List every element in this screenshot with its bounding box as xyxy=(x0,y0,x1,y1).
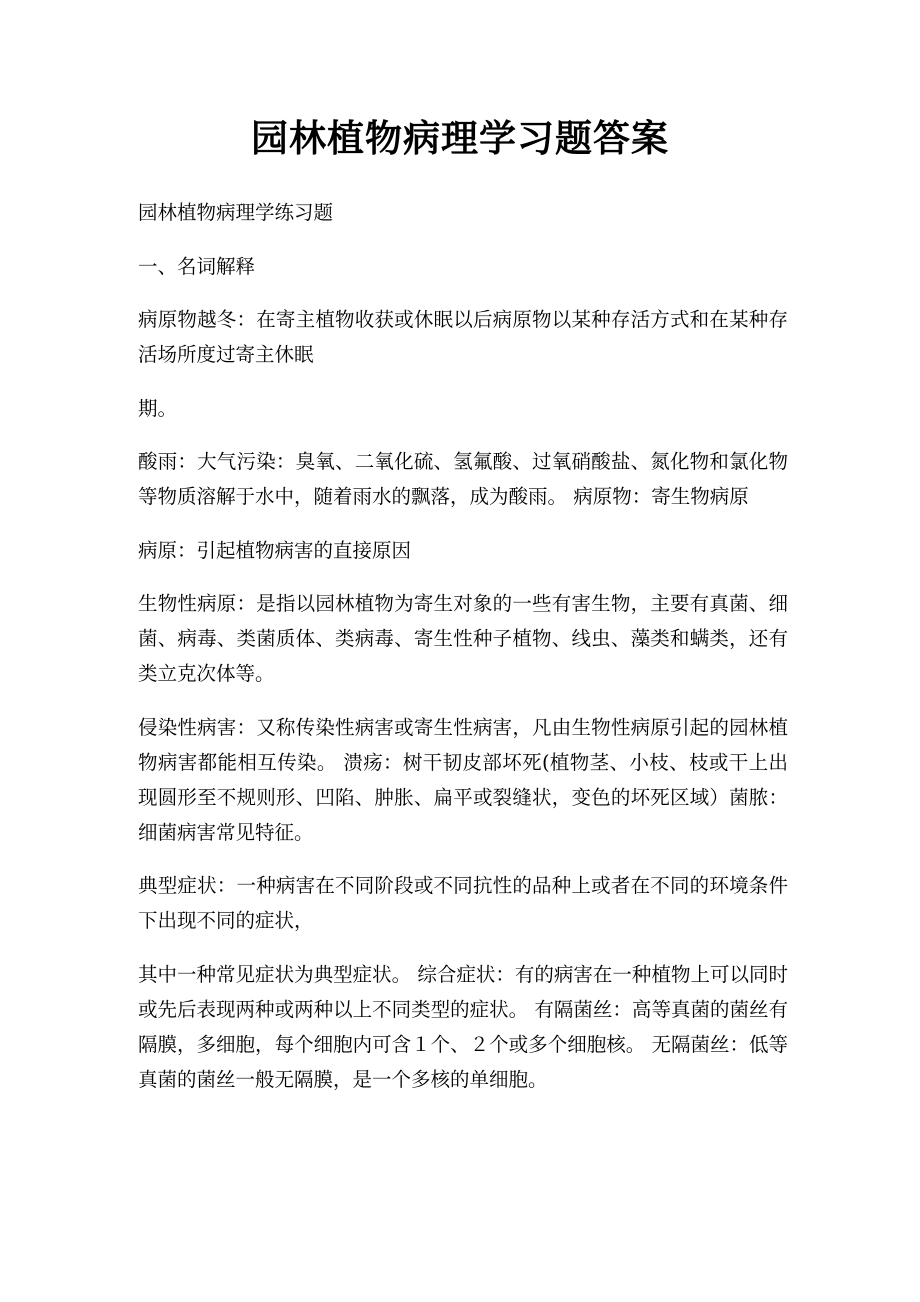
paragraph-infectious-disease: 侵染性病害：又称传染性病害或寄生性病害，凡由生物性病原引起的园林植物病害都能相互传染。 溃疡：树干韧皮部坏死(植物茎、小枝、枝或干上出现圆形至不规则形、凹陷、肿胀、扁平或裂缝状，变色的坏死区域）菌脓：细菌病害常见特征。 xyxy=(138,715,788,844)
document-title: 园林植物病理学习题答案 xyxy=(251,116,669,160)
paragraph-section-heading: 一、名词解释 xyxy=(138,254,256,278)
paragraph-subtitle: 园林植物病理学练习题 xyxy=(138,201,334,224)
paragraph-acid-rain: 酸雨：大气污染：臭氧、二氧化硫、氢氟酸、过氧硝酸盐、氮化物和氯化物等物质溶解于水中，随着雨水的飘落，成为酸雨。 病原物：寄生物病原 xyxy=(138,450,788,508)
document-body xyxy=(138,195,788,1115)
paragraph-continuation: 期。 xyxy=(138,396,178,420)
paragraph-overwintering: 病原物越冬：在寄主植物收获或休眠以后病原物以某种存活方式和在某种存活场所度过寄主休眠 xyxy=(138,308,788,366)
paragraph-typical-symptom: 典型症状：一种病害在不同阶段或不同抗性的品种上或者在不同的环境条件下出现不同的症状， xyxy=(138,874,788,932)
paragraph-pathogen: 病原：引起植物病害的直接原因 xyxy=(138,538,412,562)
paragraph-hyphae: 其中一种常见症状为典型症状。 综合症状：有的病害在一种植物上可以同时或先后表现两种或两种以上不同类型的症状。 有隔菌丝：高等真菌的菌丝有隔膜，多细胞，每个细胞内可含１个、２个或多个细胞核。 无隔菌丝：低等真菌的菌丝一般无隔膜，是一个多核的单细胞。 xyxy=(138,962,788,1091)
paragraph-biotic-pathogen: 生物性病原：是指以园林植物为寄生对象的一些有害生物，主要有真菌、细菌、病毒、类菌质体、类病毒、寄生性种子植物、线虫、藻类和螨类，还有类立克次体等。 xyxy=(138,592,788,685)
